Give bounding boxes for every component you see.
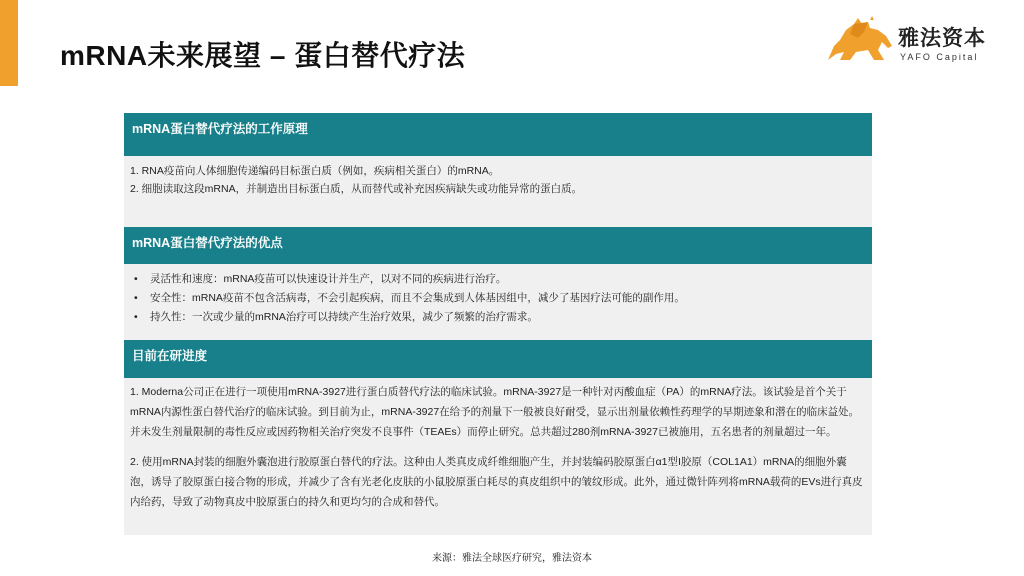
section-header-advantages: mRNA蛋白替代疗法的优点 xyxy=(124,227,872,264)
page-title: mRNA未来展望 – 蛋白替代疗法 xyxy=(60,40,466,71)
advantage-item xyxy=(134,308,864,327)
company-logo xyxy=(824,16,996,66)
accent-bar xyxy=(0,0,18,86)
principle-item: 1. RNA疫苗向人体细胞传递编码目标蛋白质（例如，疾病相关蛋白）的mRNA。 xyxy=(130,165,500,177)
principle-item: 2. 细胞读取这段mRNA，并制造出目标蛋白质，从而替代或补充因疾病缺失或功能异常的蛋白质。 xyxy=(130,183,583,195)
advantage-item xyxy=(134,289,864,308)
progress-item: 1. Moderna公司正在进行一项使用mRNA-3927进行蛋白质替代疗法的临床试验。mRNA-3927是一种针对丙酸血症（PA）的mRNA疗法。该试验是首个关于mRNA内源性蛋白替代治疗的临床试验。到目前为止，mRNA-3927在给予的剂量下一般被良好耐受，显示出剂量依赖性药理学的早期迹象和潜在的临床益处。并未发生剂量限制的毒性反应或因药物相关治疗突发不良事件（TEAEs）而停止研究。总共超过280剂mRNA-3927已被施用，五名患者的剂量超过一年。 xyxy=(130,386,860,438)
section-body-progress xyxy=(124,378,872,535)
section-body-advantages xyxy=(124,264,872,340)
advantage-text: 灵活性和速度：mRNA疫苗可以快速设计并生产，以对不同的疾病进行治疗。 xyxy=(150,273,507,285)
logo-name-cn: 雅法资本 xyxy=(898,27,986,50)
content-panel xyxy=(124,113,872,535)
bullet-icon: • xyxy=(134,311,138,323)
bullet-icon: • xyxy=(134,273,138,285)
section-header-progress: 目前在研进度 xyxy=(124,340,872,378)
advantage-text: 安全性：mRNA疫苗不包含活病毒，不会引起疾病，而且不会集成到人体基因组中，减少了基因疗法可能的副作用。 xyxy=(150,292,685,304)
logo-name-en: YAFO Capital xyxy=(900,52,979,62)
advantage-text: 持久性：一次或少量的mRNA治疗可以持续产生治疗效果，减少了频繁的治疗需求。 xyxy=(150,311,538,323)
source-note: 来源：雅法全球医疗研究，雅法资本 xyxy=(432,553,592,564)
advantage-item xyxy=(134,270,864,289)
progress-item: 2. 使用mRNA封装的细胞外囊泡进行胶原蛋白替代的疗法。这种由人类真皮成纤维细胞产生，并封装编码胶原蛋白α1型I胶原（COL1A1）mRNA的细胞外囊泡，诱导了胶原蛋白接合物的形成，并减少了含有光老化皮肤的小鼠胶原蛋白耗尽的真皮组织中的皱纹形成。此外，通过微针阵列将mRNA载荷的EVs进行真皮内给药，导致了动物真皮中胶原蛋白的持久和更均匀的合成和替代。 xyxy=(130,456,863,508)
section-body-principle xyxy=(124,156,872,227)
bullet-icon: • xyxy=(134,292,138,304)
lion-icon xyxy=(824,16,896,66)
section-header-principle: mRNA蛋白替代疗法的工作原理 xyxy=(124,113,872,156)
